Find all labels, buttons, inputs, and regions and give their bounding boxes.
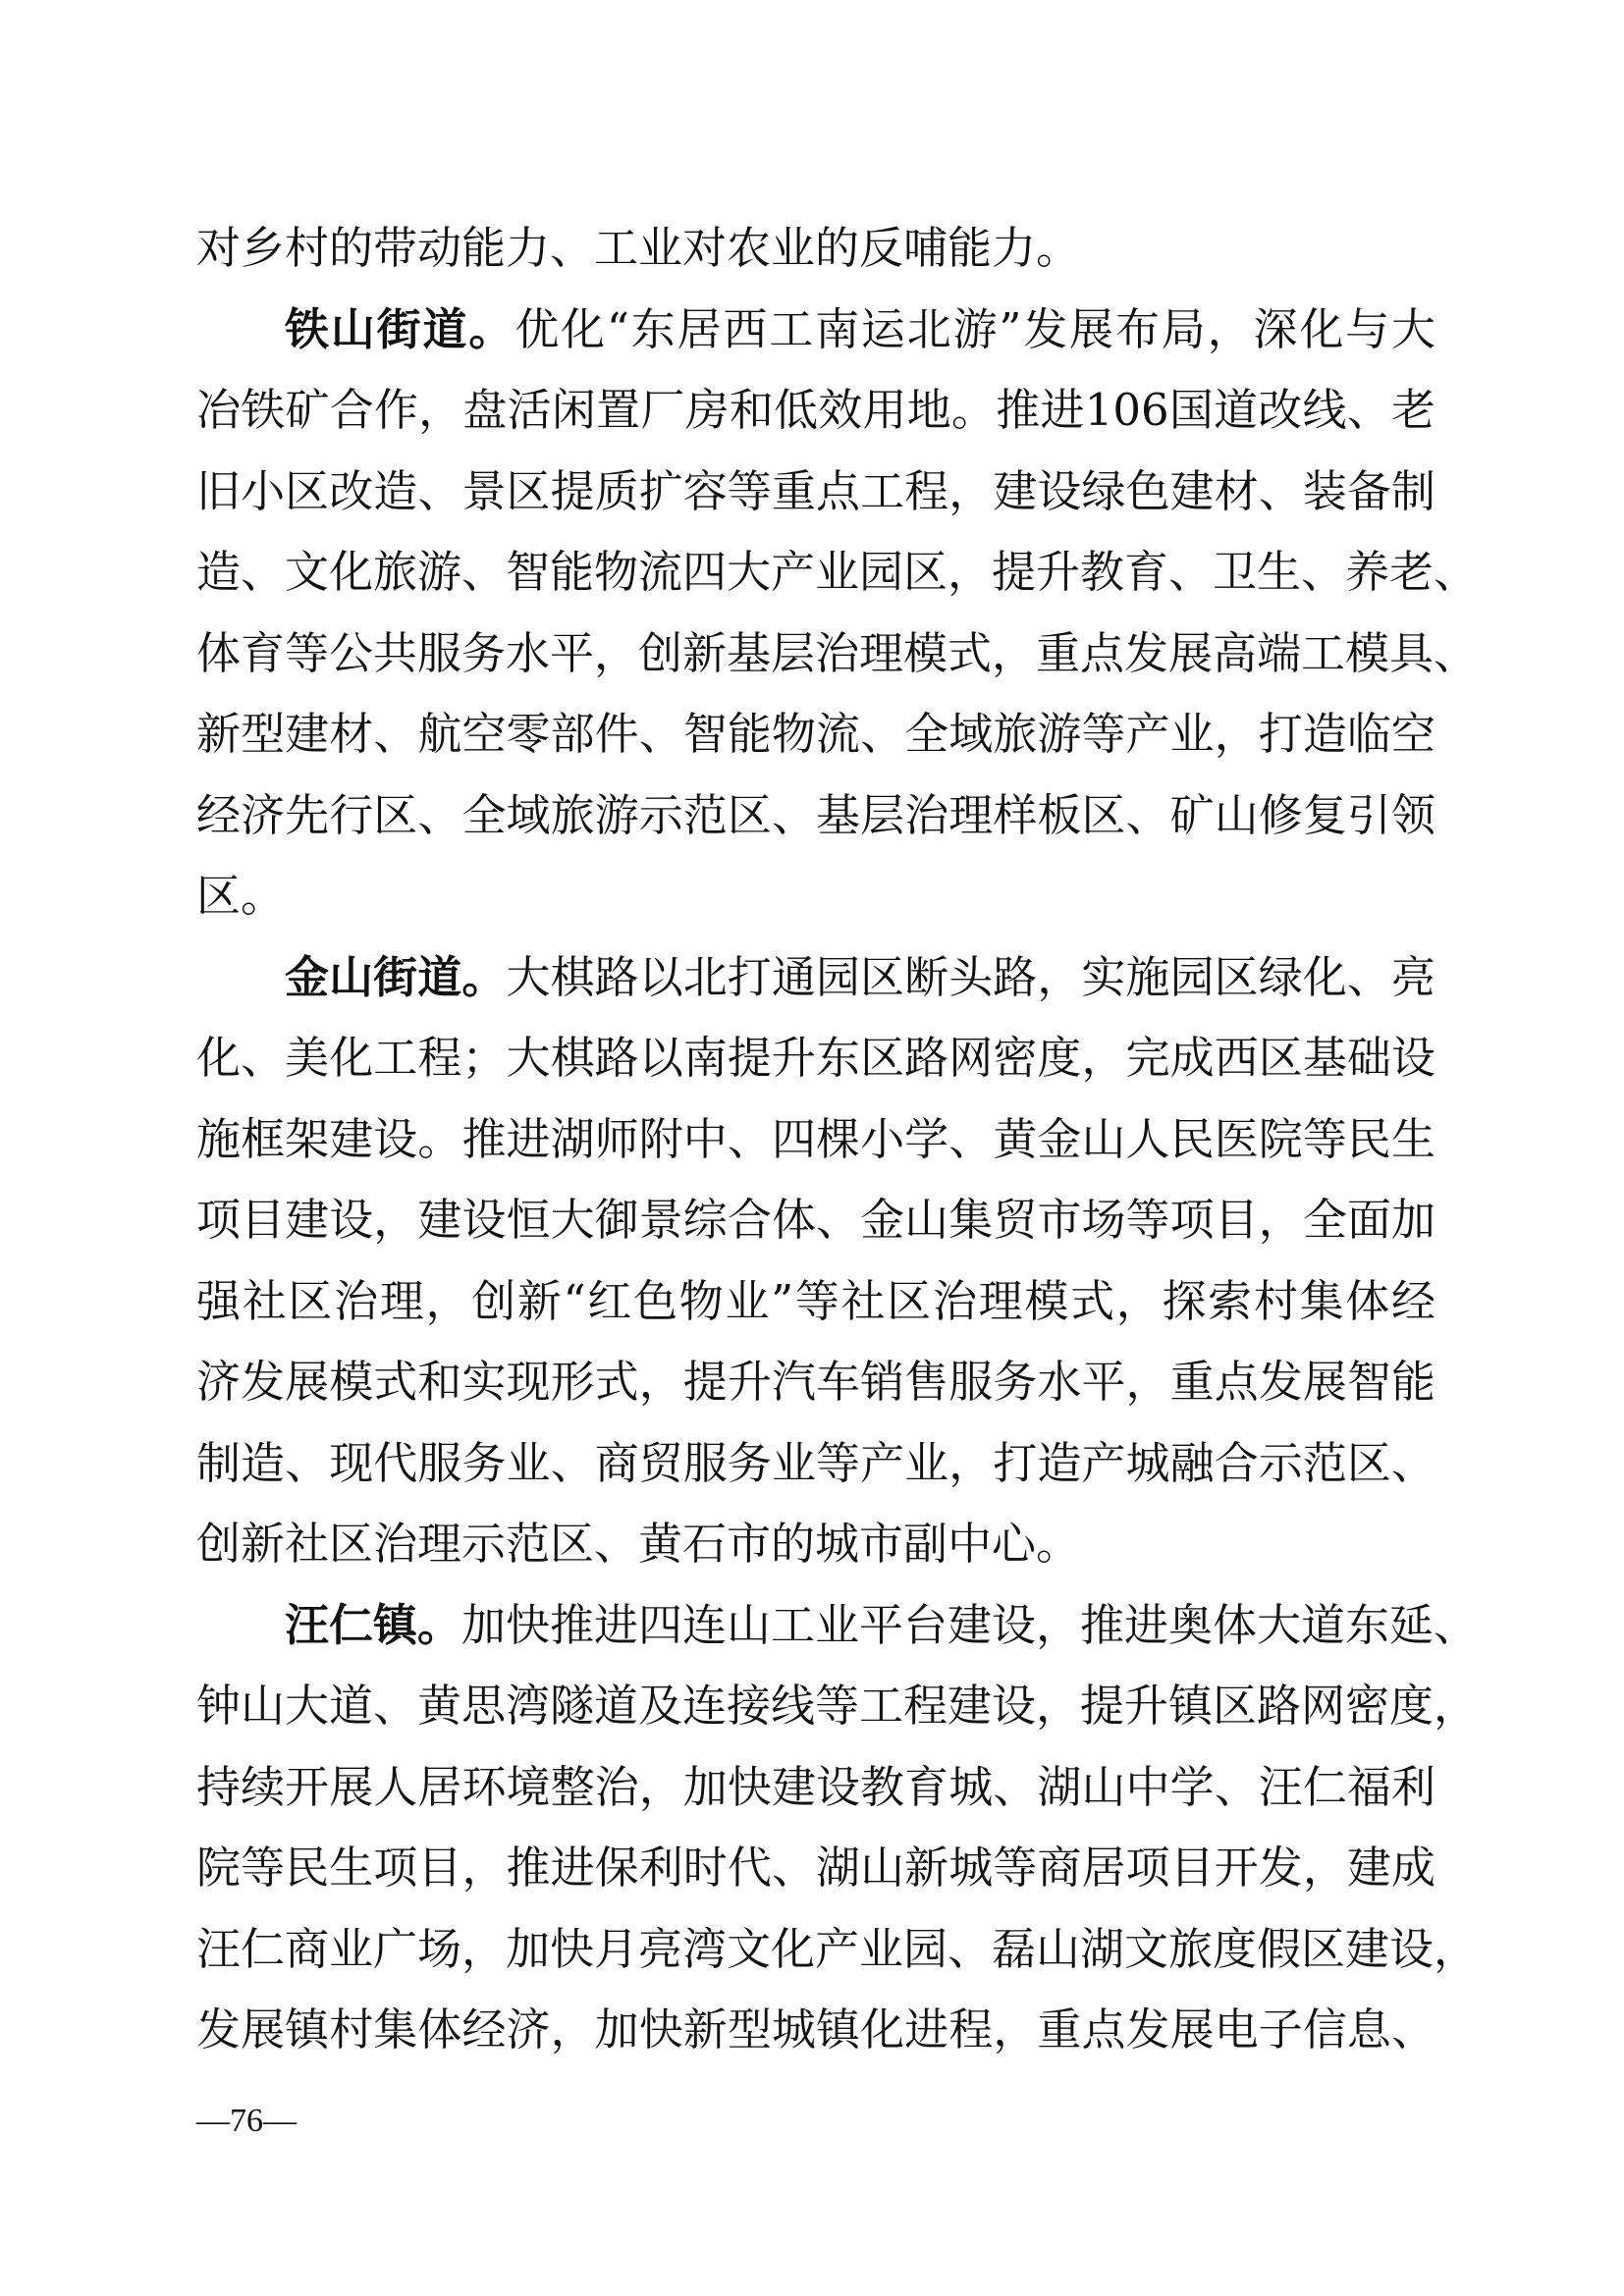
- text-line: 制造、现代服务业、商贸服务业等产业，打造产城融合示范区、: [196, 1436, 1435, 1489]
- text-run: 优化“东居西工南运北游”发展布局，深化与大: [514, 302, 1435, 355]
- text-line: 区。: [196, 870, 286, 922]
- text-line: 汪仁商业广场，加快月亮湾文化产业园、磊山湖文旅度假区建设，: [196, 1922, 1479, 1975]
- paragraph-jinshan: [196, 937, 1435, 1585]
- text-line: 强社区治理，创新“红色物业”等社区治理模式，探索村集体经: [196, 1274, 1435, 1327]
- text-line: 发展镇村集体经济，加快新型城镇化进程，重点发展电子信息、: [196, 2003, 1435, 2056]
- paragraph-wangren: [196, 1585, 1479, 2071]
- text-run: 大棋路以北打通园区断头路，实施园区绿化、亮: [506, 950, 1435, 1003]
- text-line: 冶铁矿合作，盘活闲置厂房和低效用地。推进106国道改线、老: [196, 384, 1435, 436]
- text-line: 化、美化工程；大棋路以南提升东区路网密度，完成西区基础设: [196, 1032, 1435, 1084]
- text-line: [196, 290, 1435, 371]
- text-line: 对乡村的带动能力、工业对农业的反哺能力。: [196, 222, 1081, 274]
- text-line: 创新社区治理示范区、黄石市的城市副中心。: [196, 1518, 1081, 1570]
- paragraph-heading: 金山街道。: [285, 950, 507, 1003]
- text-run: 加快推进四连山工业平台建设，推进奥体大道东延、: [461, 1598, 1479, 1651]
- paragraph-tieshan: [196, 290, 1479, 937]
- paragraph-heading: 汪仁镇。: [285, 1598, 462, 1651]
- text-line: [196, 937, 1435, 1019]
- text-line: 持续开展人居环境整治，加快建设教育城、湖山中学、汪仁福利: [196, 1760, 1435, 1813]
- paragraph-continuation: [196, 208, 1435, 290]
- text-line: 新型建材、航空零部件、智能物流、全域旅游等产业，打造临空: [196, 708, 1435, 760]
- paragraph-heading: 铁山街道。: [285, 302, 515, 355]
- text-line: 体育等公共服务水平，创新基层治理模式，重点发展高端工模具、: [196, 626, 1479, 679]
- text-line: 济发展模式和实现形式，提升汽车销售服务水平，重点发展智能: [196, 1356, 1435, 1408]
- text-line: 经济先行区、全域旅游示范区、基层治理样板区、矿山修复引领: [196, 788, 1435, 841]
- document-body: [196, 208, 1479, 2071]
- text-line: 院等民生项目，推进保利时代、湖山新城等商居项目开发，建成: [196, 1842, 1435, 1894]
- text-line: [196, 1585, 1479, 1667]
- text-line: 造、文化旅游、智能物流四大产业园区，提升教育、卫生、养老、: [196, 546, 1479, 598]
- page-number: —76—: [196, 2103, 297, 2139]
- text-line: 旧小区改造、景区提质扩容等重点工程，建设绿色建材、装备制: [196, 464, 1435, 517]
- text-line: 钟山大道、黄思湾隧道及连接线等工程建设，提升镇区路网密度，: [196, 1680, 1479, 1732]
- text-line: 施框架建设。推进湖师附中、四棵小学、黄金山人民医院等民生: [196, 1112, 1435, 1165]
- text-line: 项目建设，建设恒大御景综合体、金山集贸市场等项目，全面加: [196, 1194, 1435, 1246]
